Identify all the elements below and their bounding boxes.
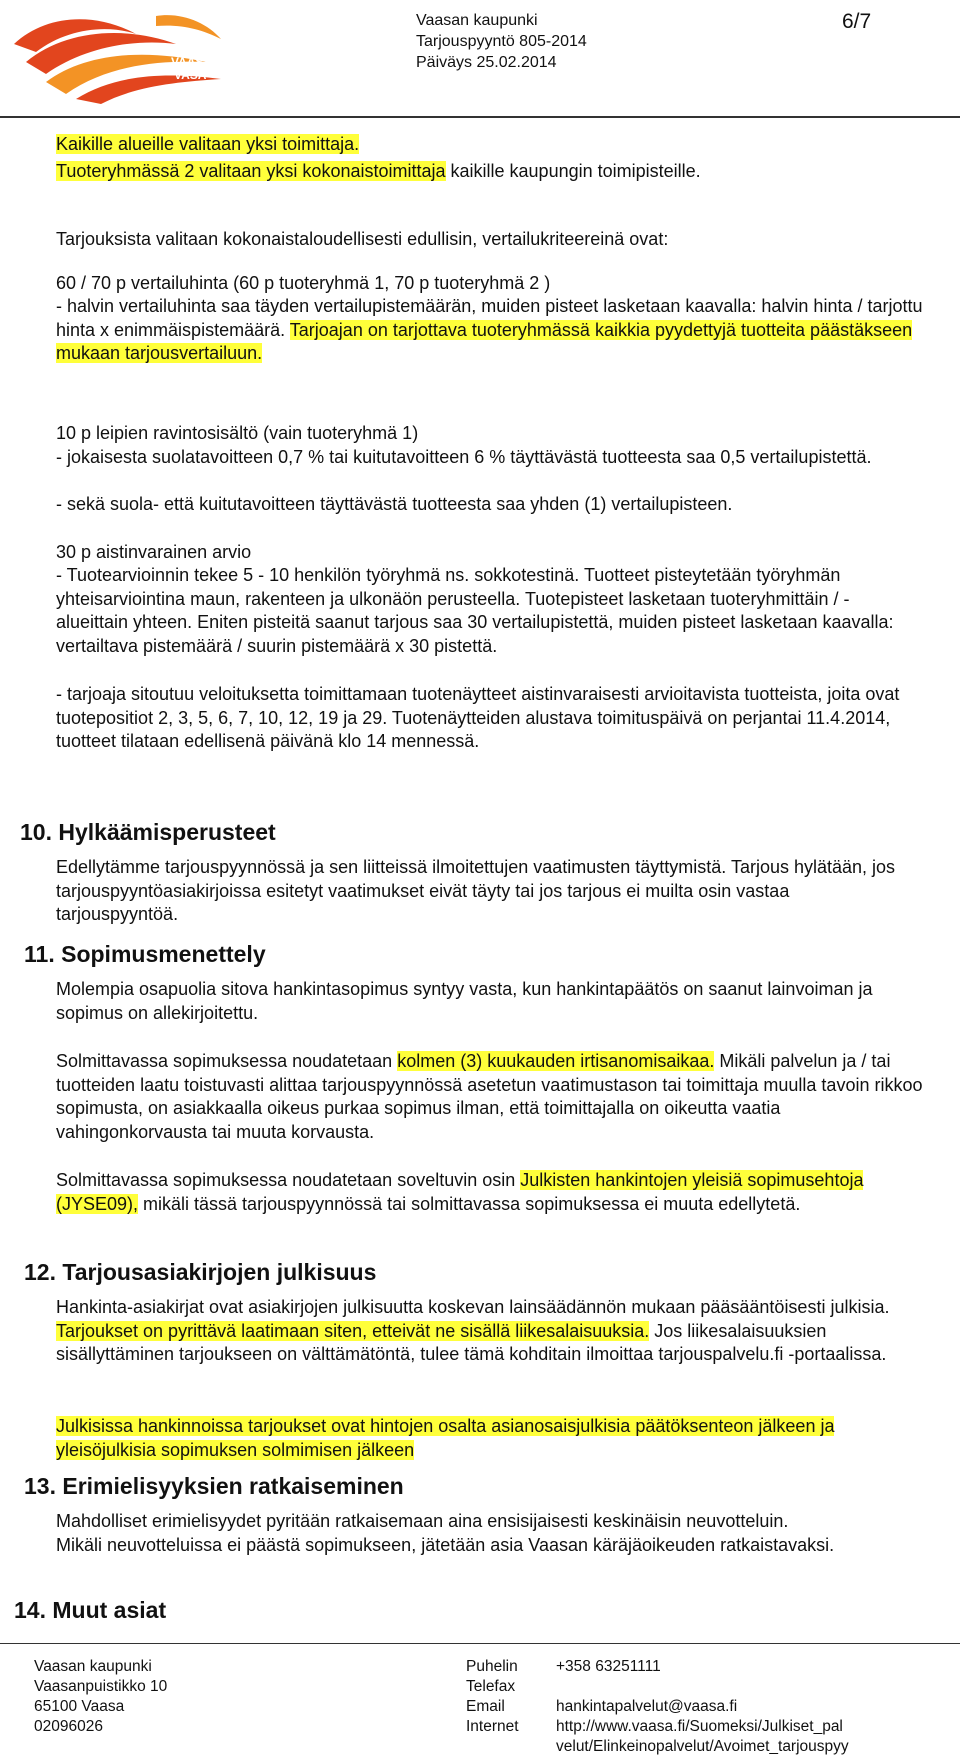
section-12-p1: Hankinta-asiakirjat ovat asiakirjojen julkisuutta koskevan lainsäädännön mukaan pääsääntöisesti julkisia. Tarjoukset on pyrittävä laatimaan siten, etteivät ne sisällä liikesalaisuuksia. Jos liikesalaisuuksien sisällyttäminen tarjoukseen on välttämätöntä, tulee tämä kohditain ilmoittaa tarjouspalvelu.fi -portaalissa. [56,1297,890,1364]
footer-postcode: 65100 Vaasa [34,1698,125,1715]
footer-url-line-2[interactable]: velut/Elinkeinopalvelut/Avoimet_tarjouspyy [556,1738,849,1755]
footer-divider [0,1643,960,1644]
footer-labels [466,1657,519,1737]
sensory-item-2: - tarjoaja sitoutuu veloituksetta toimittamaan tuotenäytteet aistinvaraisesti arvioitavista tuotteista, joita ovat tuotepositiot 2, 3, 5, 6, 7, 10, 12, 19 ja 29. Tuotenäytteiden alustava toimituspäivä on perjantai 11.4.2014, tuotteet tilataan edellisenä päivänä klo 14 mennessä. [56,684,900,751]
footer-business-id: 02096026 [34,1718,103,1735]
footer-address [34,1657,167,1737]
vaasa-logo [6,4,236,104]
section-11-title: Sopimusmenettely [61,941,266,967]
section-14-heading [14,1596,166,1624]
footer-label-phone: Puhelin [466,1658,518,1675]
nutrition-item-2: - sekä suola- että kuitutavoitteen täyttävästä tuotteesta saa yhden (1) vertailupisteen. [56,494,733,514]
header-date: Päiväys 25.02.2014 [416,54,557,71]
section-11-number: 11. [24,941,55,967]
section-14-number: 14. [14,1597,46,1623]
page-number: 6/7 [842,10,872,33]
footer-label-fax: Telefax [466,1678,516,1695]
section-13-title: Erimielisyyksien ratkaiseminen [62,1473,404,1499]
section-13-heading [24,1472,404,1500]
section-13-text: Mahdolliset erimielisyydet pyritään ratkaisemaan aina ensisijaisesti keskinäisin neuvotteluin. Mikäli neuvotteluissa ei päästä sopimukseen, jätetään asia Vaasan käräjäoikeuden ratkaistavaksi. [56,1511,835,1555]
footer-email[interactable]: hankintapalvelut@vaasa.fi [556,1698,738,1715]
nutrition-item-1: - jokaisesta suolatavoitteen 0,7 % tai kuitutavoitteen 6 % täyttävästä tuotteesta saa 0,5 vertailupistettä. [56,447,872,467]
section-11-p1: Molempia osapuolia sitova hankintasopimus syntyy vasta, kun hankintapäätös on saanut lainvoiman ja sopimus on allekirjoitettu. [56,979,873,1023]
footer-org: Vaasan kaupunki [34,1658,152,1675]
header-tender-ref: Tarjouspyyntö 805-2014 [416,33,587,50]
section-12-p2: Julkisissa hankinnoissa tarjoukset ovat hintojen osalta asianosaisjulkisia päätöksenteon jälkeen ja yleisöjulkisia sopimuksen solmimisen jälkeen [56,1416,835,1460]
price-criterion-title: 60 / 70 p vertailuhinta (60 p tuoteryhmä 1, 70 p tuoteryhmä 2 ) [56,273,551,293]
logo-text-vasa: VASA [174,68,207,82]
nutrition-criterion-title: 10 p leipien ravintosisältö (vain tuoteryhmä 1) [56,423,419,443]
footer-fax [556,1677,849,1697]
section-13-number: 13. [24,1473,56,1499]
section-11-heading [24,940,266,968]
section-10-text: Edellytämme tarjouspyynnössä ja sen liitteissä ilmoitettujen vaatimusten täyttymistä. Tarjous hylätään, jos tarjouspyyntöasiakirjoissa esitetyt vaatimukset eivät täyty tai jos tarjous ei muilta osin vastaa tarjouspyyntöä. [56,857,896,924]
section-10-heading [20,818,276,846]
header-info [416,10,587,73]
footer-street: Vaasanpuistikko 10 [34,1678,168,1695]
section-10-number: 10. [20,819,52,845]
logo-text-vaasa: VAASA [171,55,213,69]
section-14-title: Muut asiat [52,1597,167,1623]
header-divider [0,116,960,118]
page-footer [0,1643,960,1756]
intro-line-2: Tuoteryhmässä 2 valitaan yksi kokonaistoimittaja kaikille kaupungin toimipisteille. [56,161,701,181]
section-12-title: Tarjousasiakirjojen julkisuus [62,1259,377,1285]
footer-phone: +358 63251111 [556,1658,661,1675]
footer-url-line-1[interactable]: http://www.vaasa.fi/Suomeksi/Julkiset_pal [556,1718,843,1735]
intro-line-1: Kaikille alueille valitaan yksi toimittaja. [56,134,360,154]
section-12-number: 12. [24,1259,56,1285]
section-10-title: Hylkäämisperusteet [58,819,276,845]
footer-label-internet: Internet [466,1718,519,1735]
section-12-heading [24,1258,376,1286]
footer-values [556,1657,849,1757]
footer-label-email: Email [466,1698,505,1715]
sensory-item-1: - Tuotearvioinnin tekee 5 - 10 henkilön työryhmä ns. sokkotestinä. Tuotteet pisteytetään työryhmän yhteisarviointina maun, rakenteen ja ulkonäön perusteella. Tuotepisteet lasketaan tuoteryhmittäin / -alueittain yhteen. Eniten pisteitä saanut tarjous saa 30 vertailupistettä, muiden pisteet lasketaan kaavalla: vertailtava pistemäärä / suurin pistemäärä x 30 pistettä. [56,565,894,656]
page-header [0,0,960,116]
header-organization: Vaasan kaupunki [416,12,538,29]
criteria-intro: Tarjouksista valitaan kokonaistaloudellisesti edullisin, vertailukriteereinä ovat: [56,229,669,249]
price-criterion-text: - halvin vertailuhinta saa täyden vertailupistemäärän, muiden pisteet lasketaan kaavalla: halvin hinta / tarjottu hinta x enimmäispistemäärä. Tarjoajan on tarjottava tuoteryhmässä kaikkia pyydettyjä tuotteita päästäkseen mukaan tarjousvertailuun. [56,296,923,363]
section-11-p3: Solmittavassa sopimuksessa noudatetaan soveltuvin osin Julkisten hankintojen yleisiä sopimusehtoja (JYSE09), mikäli tässä tarjouspyynnössä tai solmittavassa sopimuksessa ei muuta edellytetä. [56,1170,864,1214]
sensory-criterion-title: 30 p aistinvarainen arvio [56,542,252,562]
section-11-p2: Solmittavassa sopimuksessa noudatetaan kolmen (3) kuukauden irtisanomisaikaa. Mikäli palvelun ja / tai tuotteiden laatu toistuvasti alittaa tarjouspyynnössä asetetun vaatimustason tai toimittaja muulla tavoin rikkoo sopimusta, on asiakkaalla oikeus purkaa sopimus ilman, että toimittajalla on oikeutta vaatia vahingonkorvausta tai muuta korvausta. [56,1051,923,1142]
